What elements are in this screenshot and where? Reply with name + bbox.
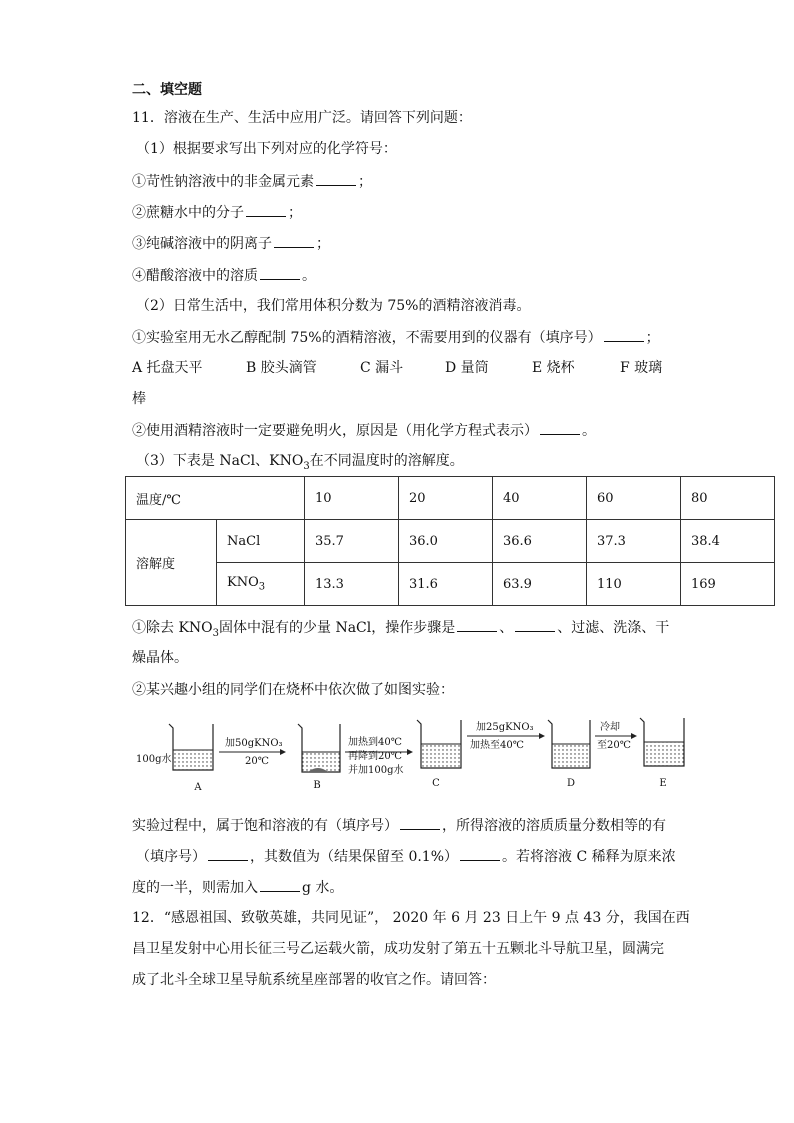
- answer-blank[interactable]: [316, 171, 356, 186]
- step4-sub-label: 至20℃: [597, 740, 631, 751]
- table-cell: 63.9: [493, 563, 587, 606]
- q12-line2: 昌卫星发射中心用长征三号乙运载火箭，成功发射了第五十五颗北斗导航卫星，圆满完: [132, 941, 664, 957]
- temp-header: 温度/℃: [126, 477, 305, 520]
- answer-blank[interactable]: [460, 846, 500, 861]
- q11-part2-q2: ②使用酒精溶液时一定要避免明火，原因是（用化学方程式表示） 。: [132, 420, 596, 441]
- step2-label-b: 再降到20℃: [348, 751, 402, 762]
- table-cell: 36.0: [399, 520, 493, 563]
- answer-blank[interactable]: [260, 877, 300, 892]
- answer-blank[interactable]: [400, 815, 440, 830]
- beaker-c: [417, 720, 461, 768]
- solubility-table: [125, 476, 775, 606]
- answer-blank[interactable]: [604, 327, 644, 342]
- q11-part3-q1-wrap: 燥晶体。: [132, 650, 188, 666]
- table-cell: 35.7: [305, 520, 399, 563]
- beaker-a: [169, 724, 213, 770]
- diagram-start-label: 100g水: [136, 754, 172, 765]
- table-cell: 38.4: [681, 520, 775, 563]
- table-cell: 31.6: [399, 563, 493, 606]
- q11-part3-q2: ②某兴趣小组的同学们在烧杯中依次做了如图实验：: [132, 682, 454, 698]
- section-title: 二、填空题: [132, 82, 202, 98]
- answer-blank[interactable]: [208, 846, 248, 861]
- q11-part1-item1: ①苛性钠溶液中的非金属元素 ；: [132, 171, 372, 192]
- step3-sub-label: 加热至40℃: [470, 740, 524, 751]
- step3-label: 加25gKNO₃: [476, 722, 534, 733]
- q11-part2-title: （2）日常生活中，我们常用体积分数为 75%的酒精溶液消毒。: [136, 298, 531, 314]
- option-e: E 烧杯: [532, 360, 575, 376]
- answer-blank[interactable]: [246, 202, 286, 217]
- answer-blank[interactable]: [540, 420, 580, 435]
- kno3-label: $KNO_3$: [217, 563, 305, 606]
- option-b: B 胶头滴管: [246, 360, 317, 376]
- answer-blank[interactable]: [260, 265, 300, 280]
- table-cell: 37.3: [587, 520, 681, 563]
- q12-line1: 12．“感恩祖国、致敬英雄，共同见证”， 2020 年 6 月 23 日上午 9 点 43 分，我国在西: [132, 910, 690, 926]
- table-cell: 110: [587, 563, 681, 606]
- q11-part3-q3: 实验过程中，属于饱和溶液的有（填序号） ，所得溶液的溶质质量分数相等的有: [132, 815, 666, 836]
- answer-blank[interactable]: [515, 617, 555, 632]
- answer-blank[interactable]: [457, 617, 497, 632]
- step1-sub-label: 20℃: [245, 756, 269, 767]
- q11-intro: 11．溶液在生产、生活中应用广泛。请回答下列问题：: [132, 110, 472, 126]
- q12-line3: 成了北斗全球卫星导航系统星座部署的收官之作。请回答：: [132, 972, 496, 988]
- q11-part3-q5: 度的一半，则需加入 g 水。: [132, 877, 343, 898]
- q11-part2-q1: ①实验室用无水乙醇配制 75%的酒精溶液，不需要用到的仪器有（填序号） ；: [132, 327, 660, 348]
- beaker-label-c: C: [432, 778, 440, 789]
- step4-label: 冷却: [600, 722, 620, 733]
- q11-part3-q1: ①除去 $KNO_3$固体中混有的少量 NaCl，操作步骤是 、 、过滤、洗涤、干: [132, 617, 669, 644]
- nacl-label: NaCl: [217, 520, 305, 563]
- q11-part1-item4: ④醋酸溶液中的溶质 。: [132, 265, 316, 286]
- q11-part1-item3: ③纯碱溶液中的阴离子 ；: [132, 233, 330, 254]
- option-c: C 漏斗: [360, 360, 404, 376]
- q11-part3-title: （3）下表是 NaCl、$KNO_3$在不同温度时的溶解度。: [136, 453, 464, 472]
- table-row: [126, 520, 775, 563]
- beaker-label-d: D: [566, 778, 576, 789]
- beaker-label-b: B: [313, 780, 321, 791]
- answer-blank[interactable]: [274, 233, 314, 248]
- step2-label-a: 加热到40℃: [348, 737, 402, 748]
- option-a: A 托盘天平: [132, 360, 203, 376]
- table-cell: 60: [587, 477, 681, 520]
- step2-label-c: 并加100g水: [348, 765, 404, 776]
- q11-part3-q4: （填序号） ，其数值为（结果保留至 0.1%） 。若将溶液 C 稀释为原来浓: [136, 846, 676, 867]
- table-cell: 13.3: [305, 563, 399, 606]
- beaker-label-a: A: [194, 782, 202, 793]
- option-wrap: 棒: [132, 391, 146, 407]
- beaker-b: [298, 724, 340, 772]
- table-cell: 36.6: [493, 520, 587, 563]
- beaker-label-e: E: [659, 778, 667, 789]
- option-f: F 玻璃: [620, 360, 663, 376]
- beaker-d: [548, 720, 590, 768]
- solubility-label: 溶解度: [126, 520, 217, 606]
- table-cell: 10: [305, 477, 399, 520]
- q11-part1-item2: ②蔗糖水中的分子 ；: [132, 202, 302, 223]
- table-cell: 80: [681, 477, 775, 520]
- table-row: [126, 563, 775, 606]
- beaker-e: [640, 718, 684, 766]
- table-cell: 20: [399, 477, 493, 520]
- table-row: [126, 477, 775, 520]
- q11-part1-title: （1）根据要求写出下列对应的化学符号：: [136, 141, 397, 157]
- step1-label: 加50gKNO₃: [225, 738, 283, 749]
- table-cell: 169: [681, 563, 775, 606]
- table-cell: 40: [493, 477, 587, 520]
- option-d: D 量筒: [445, 360, 489, 376]
